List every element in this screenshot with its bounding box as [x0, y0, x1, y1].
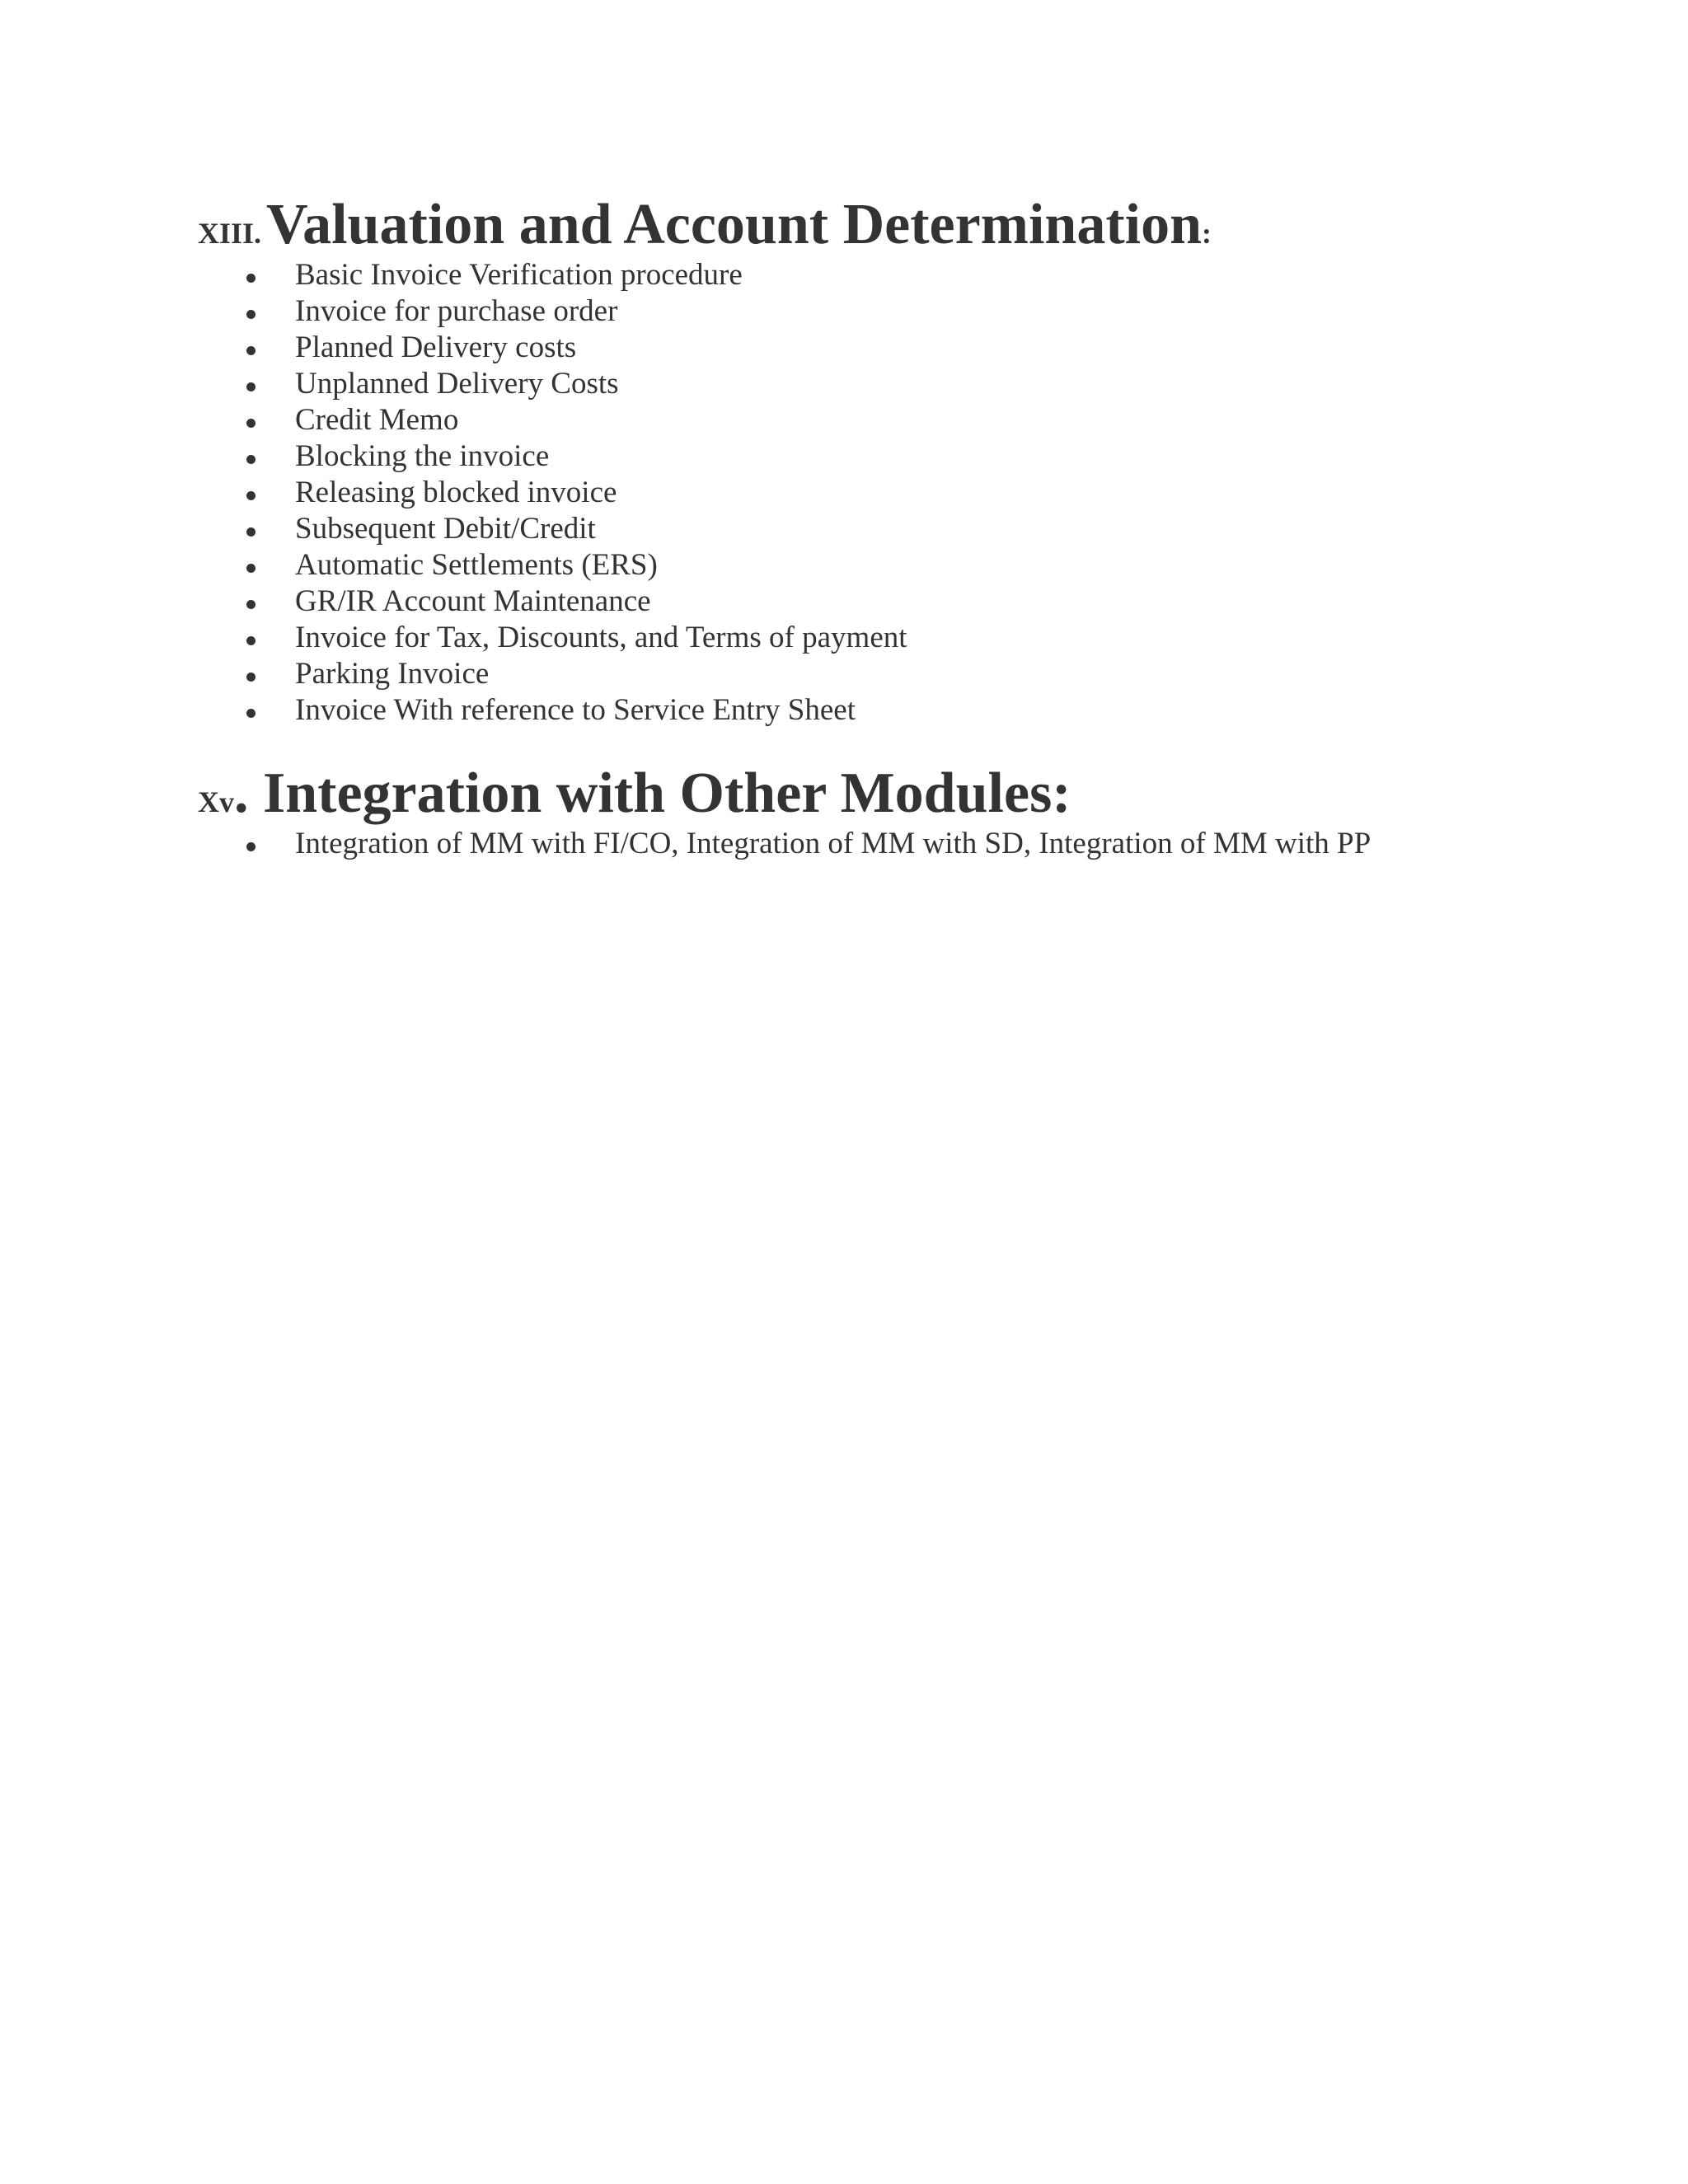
bullet-icon — [246, 491, 256, 500]
section-numeral: Xv — [198, 785, 234, 818]
section-title: Integration with Other Modules: — [263, 762, 1071, 825]
section-numeral: XIII. — [198, 217, 262, 250]
list-item: Subsequent Debit/Credit — [198, 511, 1517, 547]
list-item: Basic Invoice Verification procedure — [198, 257, 1517, 293]
list-item: Blocking the invoice — [198, 438, 1517, 475]
section-title-colon: : — [1202, 217, 1212, 250]
bullet-icon — [246, 842, 256, 851]
list-item: Credit Memo — [198, 402, 1517, 438]
section-valuation-account-determination — [198, 193, 1517, 729]
bullet-icon — [246, 455, 256, 464]
list-item: Unplanned Delivery Costs — [198, 366, 1517, 402]
bullet-icon — [246, 527, 256, 537]
bullet-icon — [246, 419, 256, 428]
bullet-icon — [246, 564, 256, 573]
list-item: Invoice for purchase order — [198, 293, 1517, 330]
list-item: Invoice for Tax, Discounts, and Terms of payment — [198, 620, 1517, 656]
bullet-icon — [246, 382, 256, 391]
bullet-icon — [246, 310, 256, 319]
section-title: Valuation and Account Determination — [266, 193, 1203, 256]
list-item: Parking Invoice — [198, 656, 1517, 692]
bullet-icon — [246, 346, 256, 355]
section-numeral-dot: . — [234, 762, 263, 825]
bullet-list — [198, 826, 1517, 862]
list-item: Planned Delivery costs — [198, 330, 1517, 366]
list-item: GR/IR Account Maintenance — [198, 583, 1517, 620]
list-item: Automatic Settlements (ERS) — [198, 547, 1517, 583]
bullet-icon — [246, 600, 256, 609]
section-heading — [198, 762, 1517, 825]
bullet-icon — [246, 274, 256, 283]
bullet-icon — [246, 673, 256, 682]
section-heading — [198, 193, 1517, 256]
bullet-icon — [246, 636, 256, 645]
list-item: Releasing blocked invoice — [198, 475, 1517, 511]
list-item: Integration of MM with FI/CO, Integration of MM with SD, Integration of MM with PP — [198, 826, 1517, 862]
section-integration-other-modules — [198, 762, 1517, 862]
list-item: Invoice With reference to Service Entry Sheet — [198, 692, 1517, 729]
bullet-icon — [246, 709, 256, 718]
bullet-list — [198, 257, 1517, 729]
